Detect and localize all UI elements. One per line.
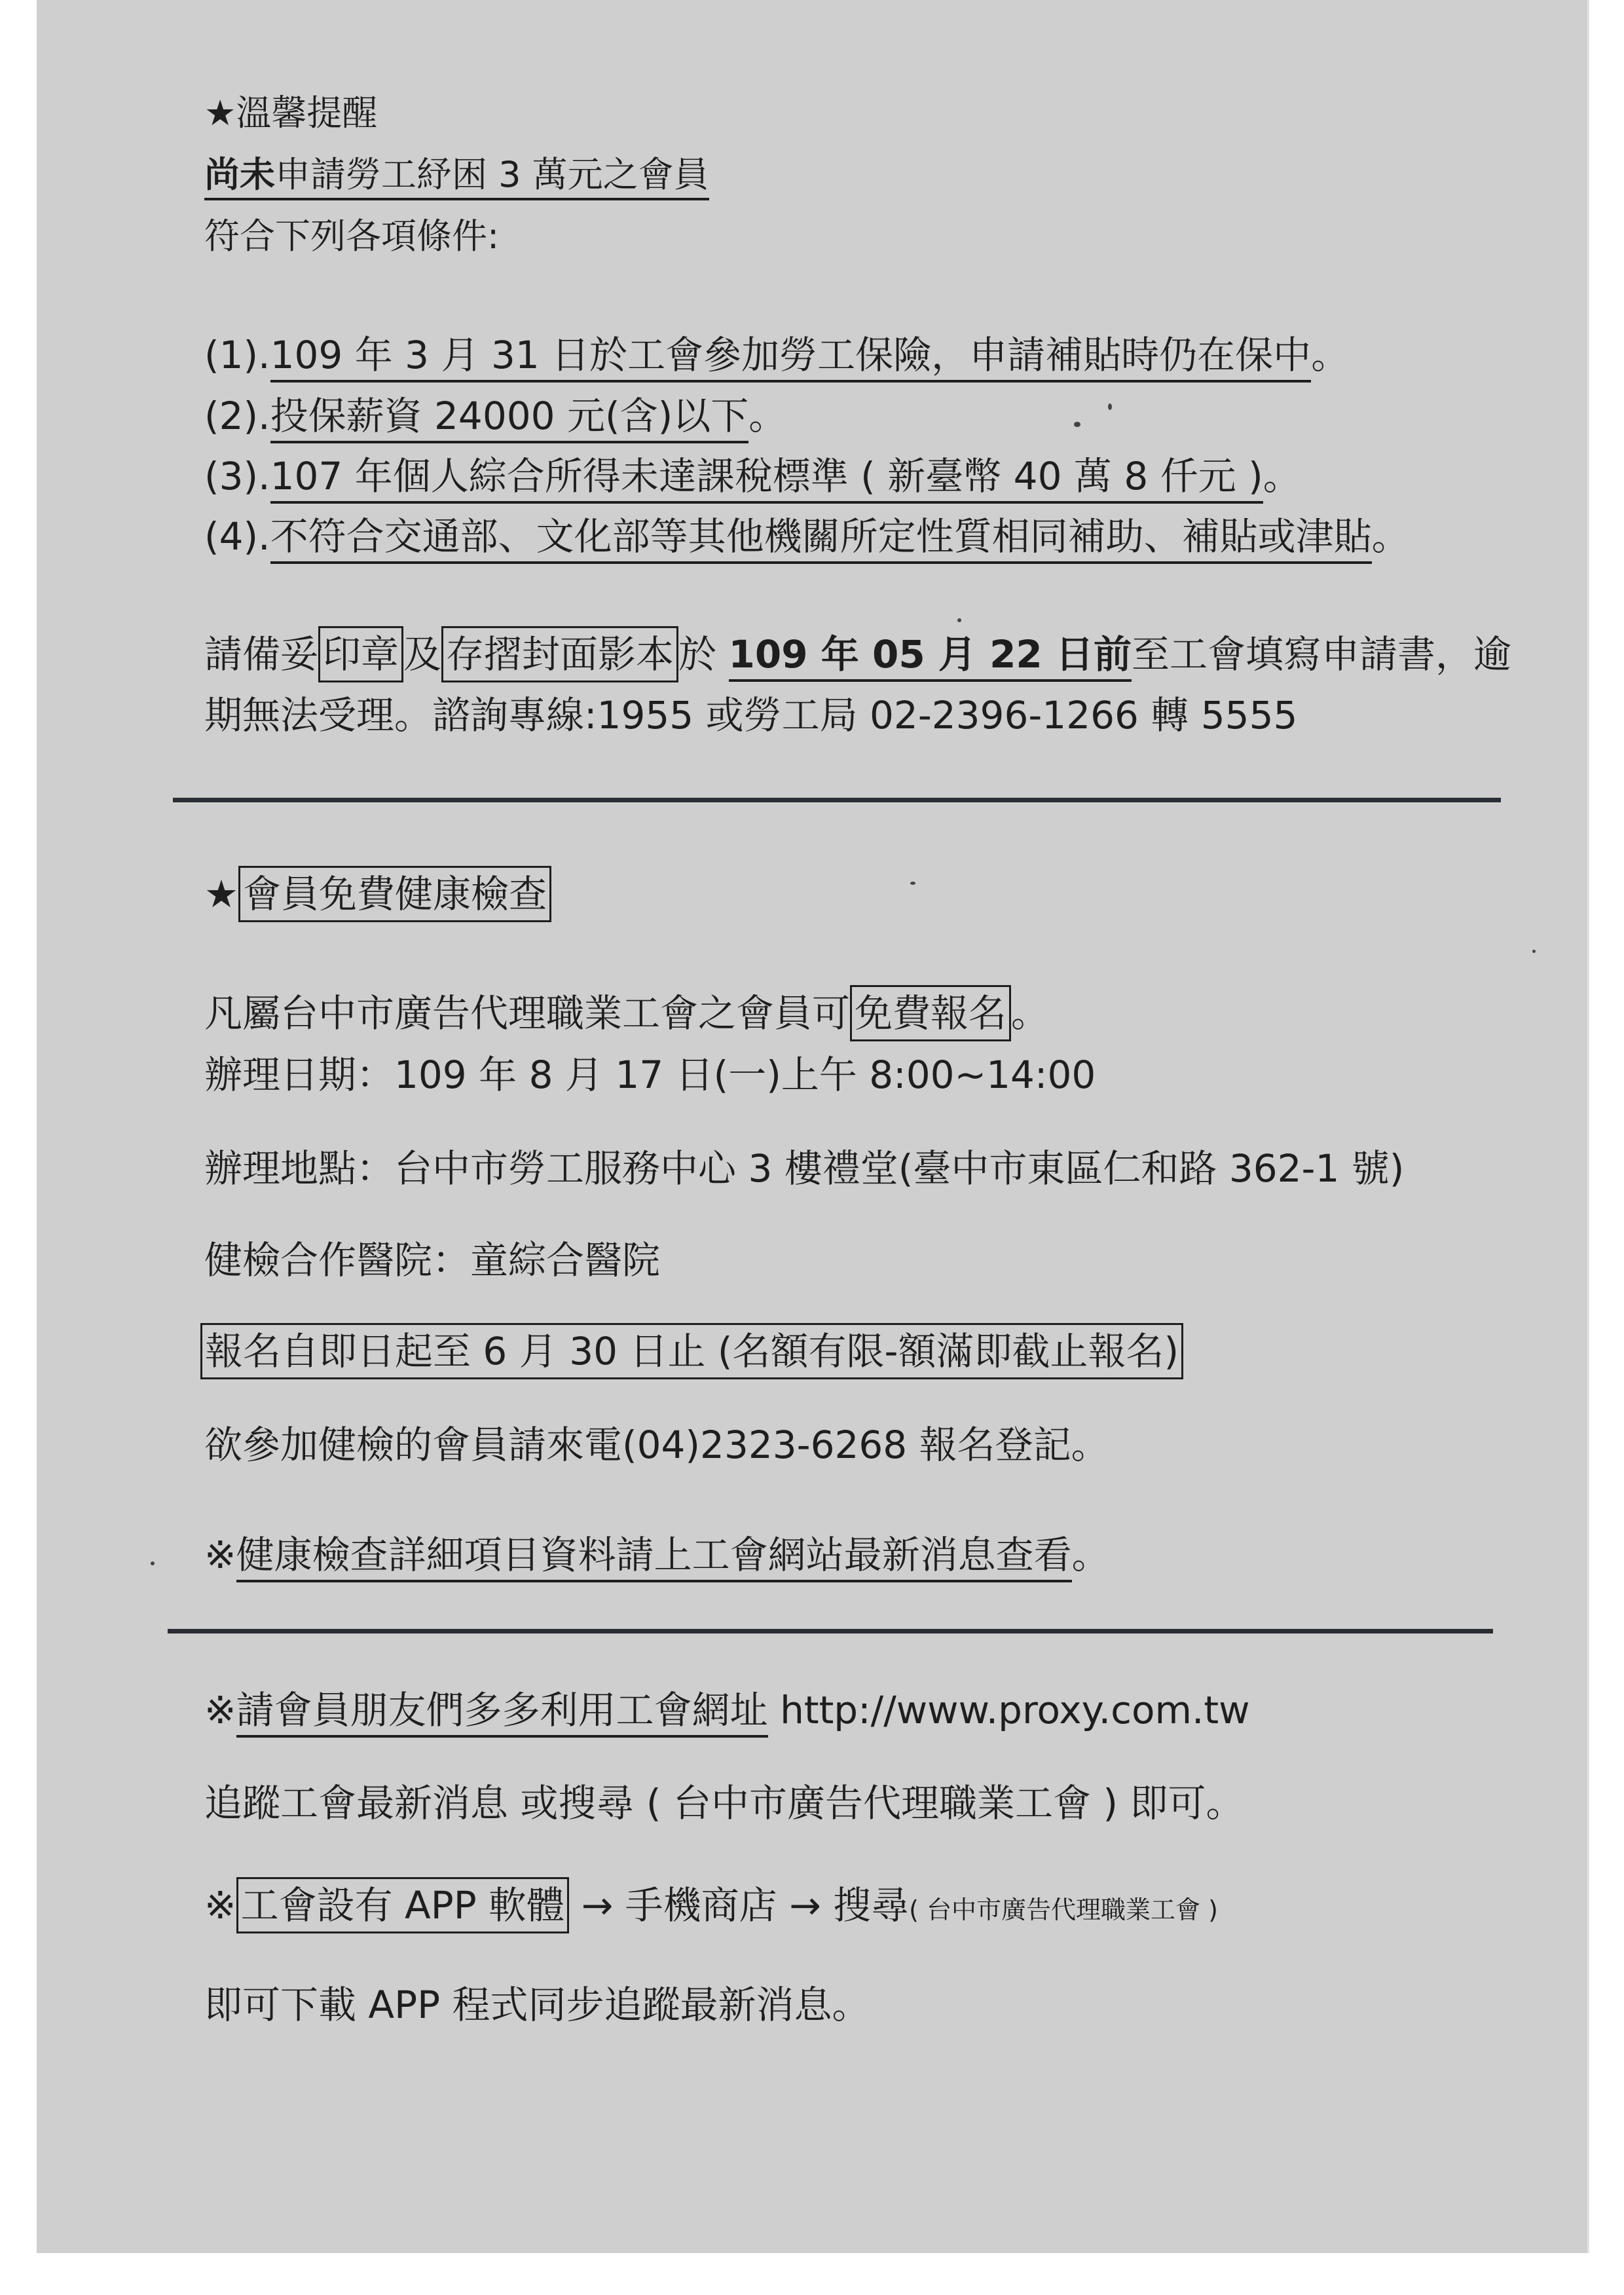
- reminder-title: ★溫馨提醒: [204, 92, 378, 134]
- signup-period: [200, 1329, 1183, 1373]
- note-text: 健康檢查詳細項目資料請上工會網站最新消息查看: [236, 1533, 1072, 1582]
- follow-line: 追蹤工會最新消息 或搜尋 ( 台中市廣告代理職業工會 ) 即可。: [204, 1781, 1244, 1825]
- condition-end: 。: [1371, 514, 1410, 559]
- note-mark: ※: [204, 1533, 236, 1577]
- arrow-right-icon: →: [581, 1883, 614, 1928]
- scan-speck: [1532, 950, 1536, 953]
- condition-num: (3).: [204, 454, 270, 498]
- condition-text: 107 年個人綜合所得未達課稅標準 ( 新臺幣 40 萬 8 仟元 ): [270, 454, 1263, 504]
- scan-speck: [1074, 422, 1080, 427]
- condition-num: (4).: [204, 514, 270, 559]
- prepare-prefix: 請備妥: [204, 632, 319, 677]
- condition-num: (2).: [204, 394, 270, 438]
- event-date: 辦理日期：109 年 8 月 17 日(一)上午 8:00~14:00: [204, 1053, 1096, 1097]
- condition-item-4: [204, 514, 1410, 559]
- condition-end: 。: [1263, 454, 1301, 498]
- scan-speck: [957, 618, 961, 622]
- condition-end: 。: [748, 394, 787, 438]
- scan-speck: [151, 1561, 155, 1565]
- condition-num: (1).: [204, 333, 270, 377]
- condition-item-1: [204, 333, 1350, 377]
- search-union-name: ( 台中市廣告代理職業工會 ): [909, 1895, 1218, 1924]
- condition-end: 。: [1311, 333, 1350, 377]
- free-signup-box: 免費報名: [850, 985, 1011, 1041]
- eligibility-line: [204, 991, 1050, 1036]
- passbook-copy-box: 存摺封面影本: [441, 626, 678, 682]
- deadline: 109 年 05 月 22 日前: [729, 632, 1132, 682]
- website-line: [204, 1688, 1250, 1732]
- eligibility-end: 。: [1011, 991, 1050, 1036]
- search-text: 搜尋: [833, 1883, 910, 1928]
- footer-divider: [168, 1629, 1493, 1633]
- health-title-box: 會員免費健康檢查: [238, 866, 551, 922]
- note-end: 。: [1071, 1533, 1110, 1577]
- prepare-and: 及: [403, 632, 442, 677]
- condition-text: 不符合交通部、文化部等其他機關所定性質相同補助、補貼或津貼: [270, 514, 1372, 564]
- arrow-right-icon: →: [789, 1883, 821, 1928]
- prepare-line-2: 期無法受理。諮詢專線:1955 或勞工局 02-2396-1266 轉 5555: [204, 693, 1298, 737]
- condition-item-2: [204, 394, 787, 438]
- prepare-line: [204, 632, 1511, 677]
- condition-item-3: [204, 454, 1301, 498]
- stamp-box: 印章: [318, 626, 403, 682]
- conditions-intro: 符合下列各項條件:: [204, 215, 500, 257]
- reminder-subtitle-bold: 尚未: [204, 154, 275, 195]
- section-divider: [173, 798, 1501, 802]
- paper-edge: [1587, 0, 1589, 2253]
- event-place: 辦理地點：台中市勞工服務中心 3 樓禮堂(臺中市東區仁和路 362-1 號): [204, 1146, 1405, 1191]
- health-note: [204, 1533, 1110, 1577]
- app-mark: ※: [204, 1883, 236, 1928]
- website-url[interactable]: http://www.proxy.com.tw: [780, 1688, 1250, 1732]
- star-icon: ★: [204, 872, 238, 916]
- download-line: 即可下載 APP 程式同步追蹤最新消息。: [204, 1983, 870, 2027]
- condition-text: 投保薪資 24000 元(含)以下: [270, 394, 749, 443]
- prepare-at: 於: [678, 632, 717, 677]
- prepare-suffix: 至工會填寫申請書，逾: [1131, 632, 1511, 677]
- signup-phone: 欲參加健檢的會員請來電(04)2323-6268 報名登記。: [204, 1423, 1109, 1467]
- app-store-text: 手機商店: [625, 1883, 777, 1928]
- app-line: [204, 1883, 1218, 1928]
- reminder-subtitle-rest: 申請勞工紓困 3 萬元之會員: [275, 154, 709, 195]
- partner-hospital: 健檢合作醫院：童綜合醫院: [204, 1238, 661, 1282]
- app-box: 工會設有 APP 軟體: [236, 1877, 570, 1933]
- signup-period-box: 報名自即日起至 6 月 30 日止 (名額有限-額滿即截止報名): [200, 1323, 1183, 1379]
- reminder-subtitle: [204, 154, 709, 195]
- scan-speck: [910, 882, 915, 885]
- footer-mark: ※: [204, 1688, 236, 1732]
- scan-speck: [1108, 403, 1112, 410]
- condition-text: 109 年 3 月 31 日於工會參加勞工保險，申請補貼時仍在保中: [270, 333, 1312, 382]
- health-title: [204, 872, 551, 916]
- website-text: 請會員朋友們多多利用工會網址: [236, 1688, 768, 1738]
- eligibility-prefix: 凡屬台中市廣告代理職業工會之會員可: [204, 991, 851, 1036]
